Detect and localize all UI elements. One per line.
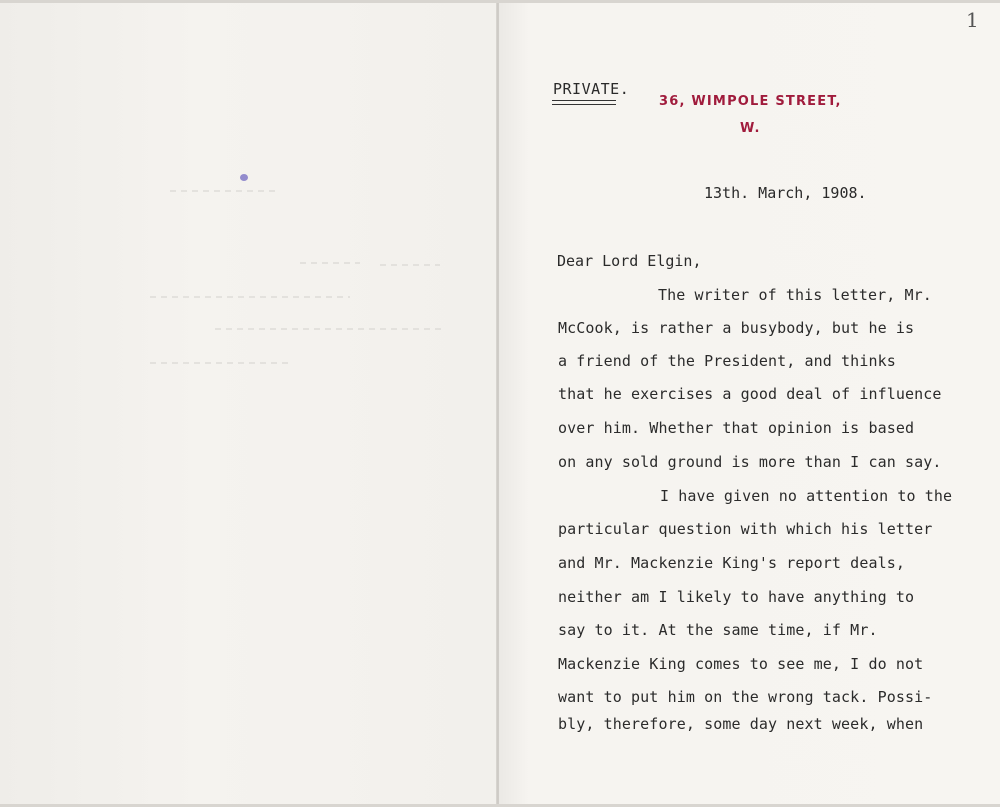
show-through-line — [380, 264, 440, 266]
body-line: want to put him on the wrong tack. Possi- — [558, 688, 933, 706]
letterhead-street: 36, WIMPOLE STREET, — [659, 94, 842, 109]
show-through-line — [150, 362, 290, 364]
show-through-line — [150, 296, 350, 298]
private-label: PRIVATE. — [553, 80, 630, 98]
body-line: over him. Whether that opinion is based — [558, 419, 915, 437]
body-line: The writer of this letter, Mr. — [658, 286, 932, 304]
show-through-line — [170, 190, 280, 192]
ink-blot — [240, 174, 248, 181]
show-through-line — [215, 328, 445, 330]
body-line: McCook, is rather a busybody, but he is — [558, 319, 915, 337]
salutation: Dear Lord Elgin, — [557, 252, 702, 270]
body-line: Mackenzie King comes to see me, I do not — [558, 655, 924, 673]
top-edge — [0, 0, 1000, 3]
body-line: that he exercises a good deal of influence — [558, 385, 942, 403]
show-through-line — [300, 262, 360, 264]
body-line: say to it. At the same time, if Mr. — [558, 621, 878, 639]
body-line: on any sold ground is more than I can say. — [558, 453, 942, 471]
body-line: a friend of the President, and thinks — [558, 352, 896, 370]
body-line: neither am I likely to have anything to — [558, 588, 915, 606]
page-number: 1 — [966, 8, 979, 32]
body-line: and Mr. Mackenzie King's report deals, — [558, 554, 905, 572]
body-line: bly, therefore, some day next week, when — [558, 715, 924, 733]
private-underline — [552, 100, 616, 105]
left-page-blank — [0, 0, 497, 807]
letterhead-district: W. — [740, 121, 761, 136]
body-line: I have given no attention to the — [660, 487, 953, 505]
body-line: particular question with which his letter — [558, 520, 933, 538]
letter-date: 13th. March, 1908. — [704, 184, 867, 202]
